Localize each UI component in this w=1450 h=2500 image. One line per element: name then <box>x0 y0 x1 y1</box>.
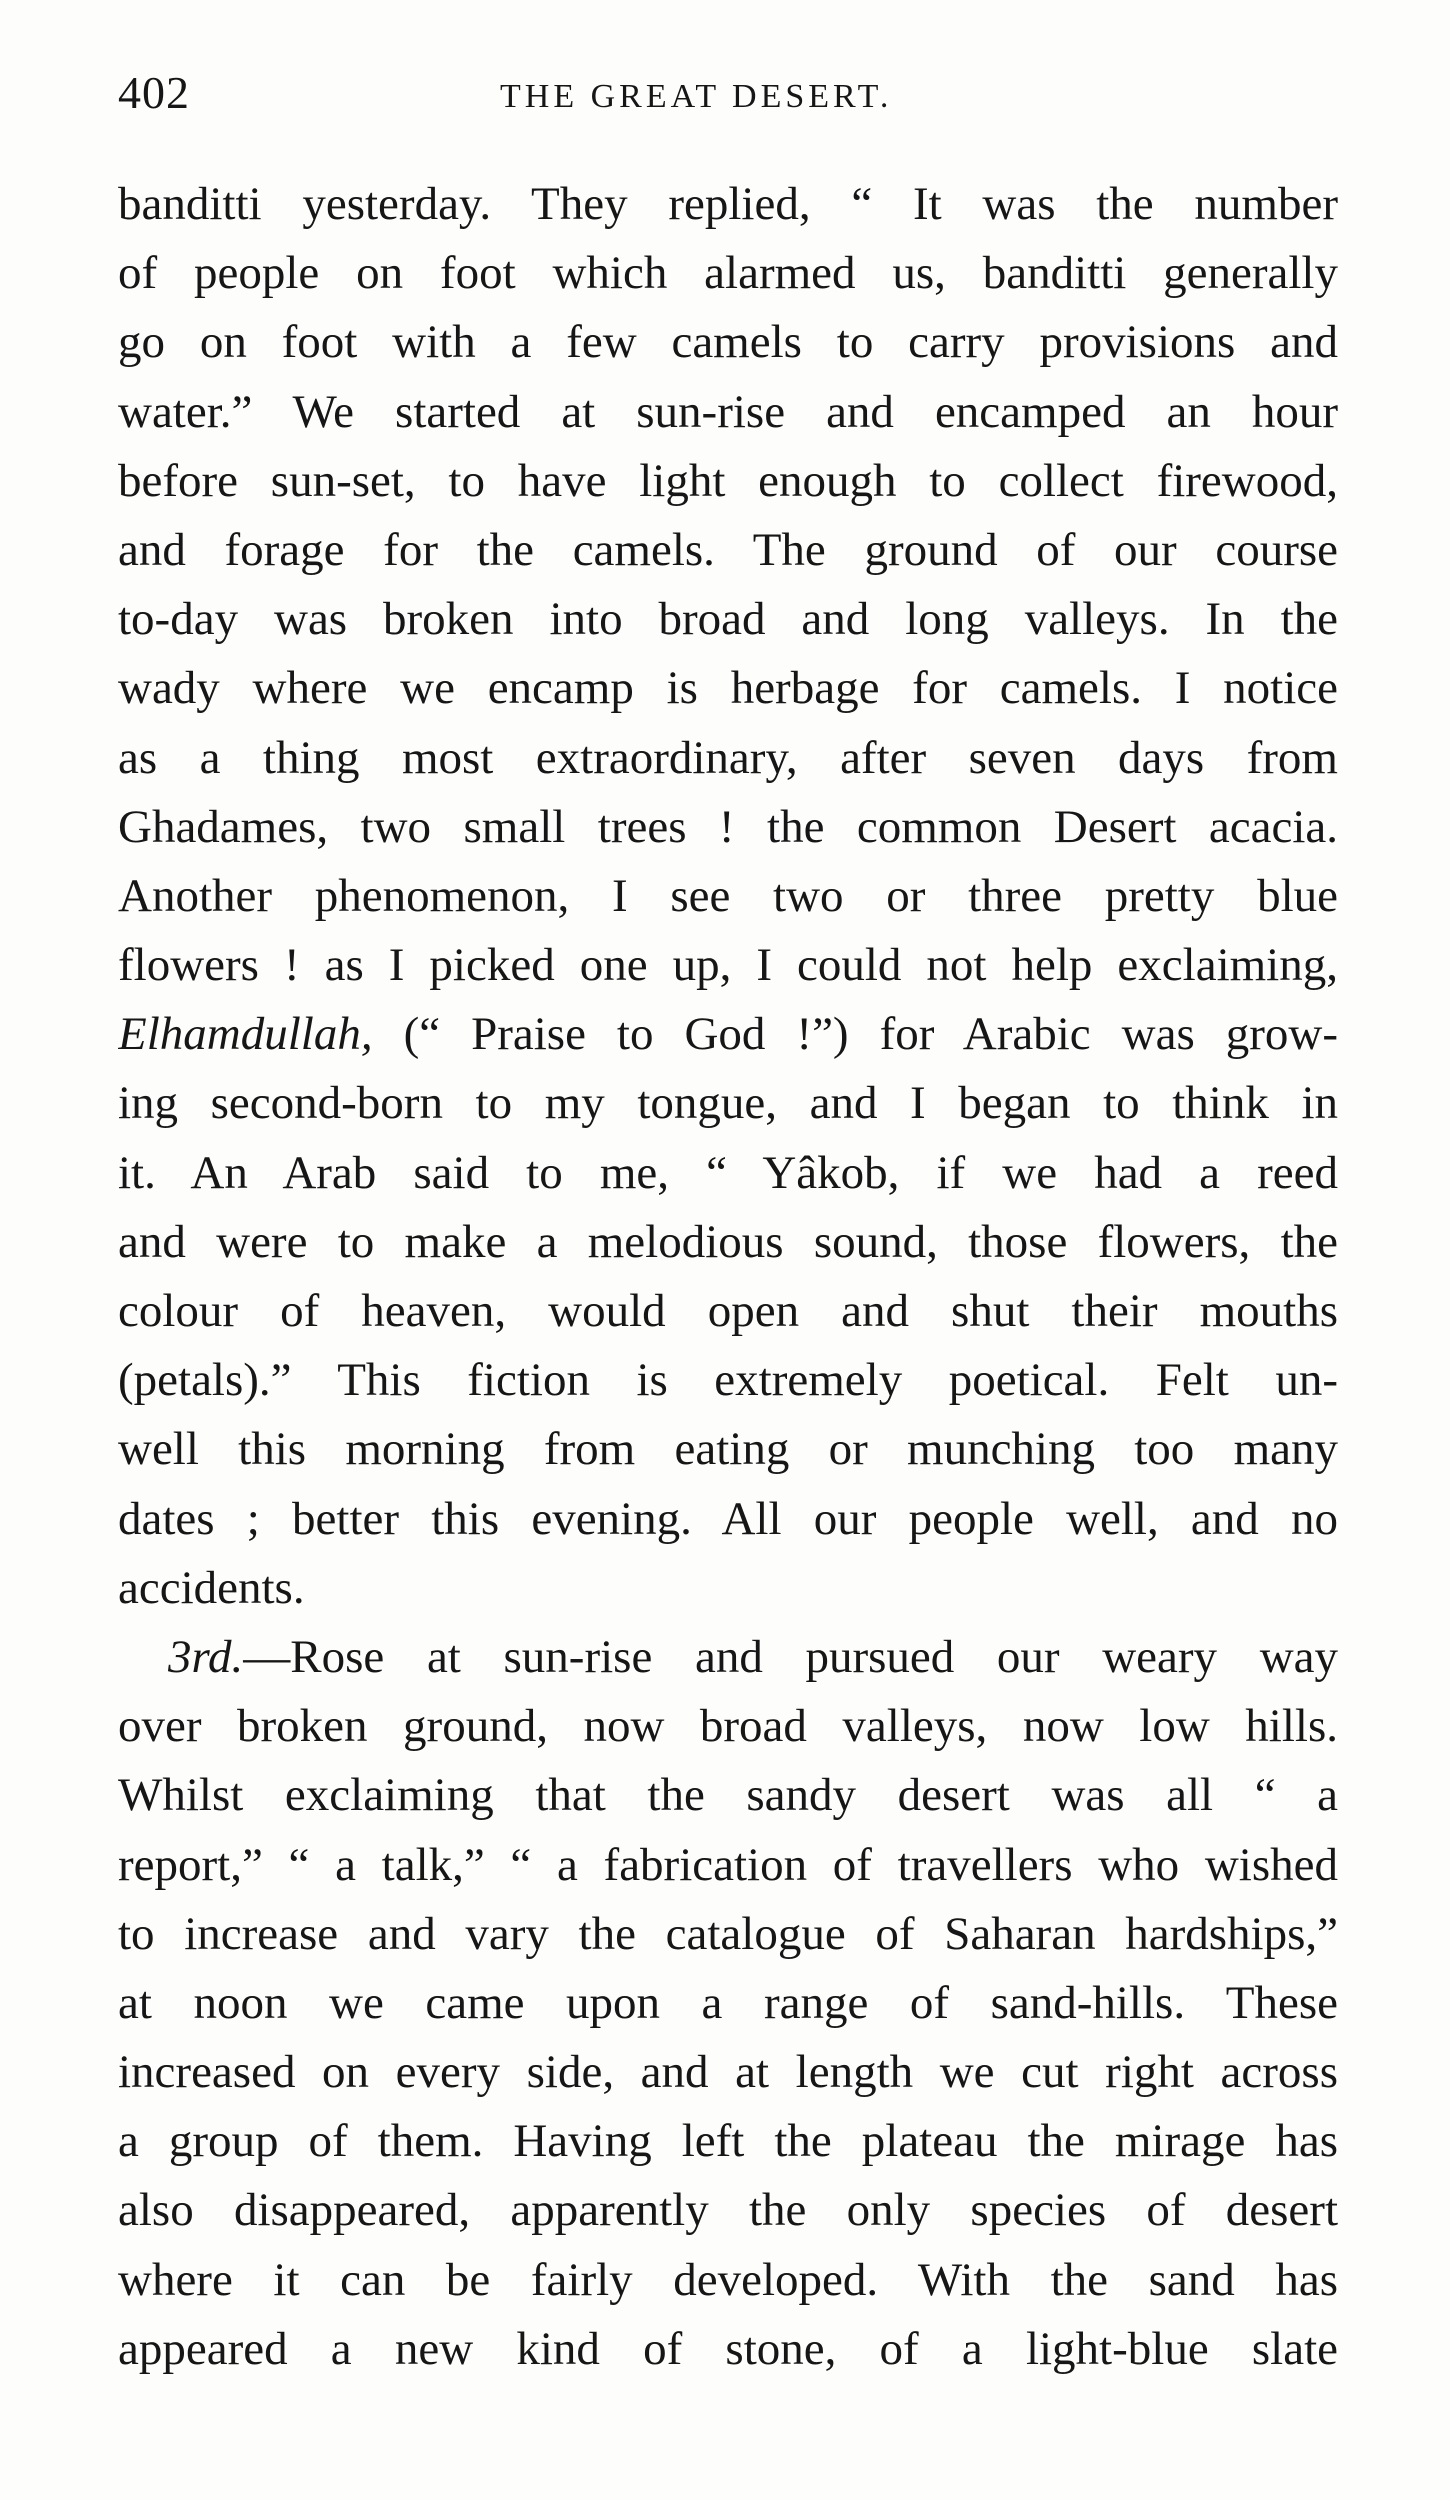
text-line: well this morning from eating or munching too many <box>118 1423 1338 1476</box>
text-line: ing second-born to my tongue, and I began to think in <box>118 1077 1338 1130</box>
text-line: water.” We started at sun-rise and encamped an hour <box>118 385 1338 438</box>
text-line: report,” “ a talk,” “ a fabrication of travellers who wished <box>118 1838 1338 1891</box>
text-line: accidents. <box>118 1561 305 1614</box>
text-line: flowers ! as I picked one up, I could not help exclaiming, <box>118 939 1338 992</box>
text-line: go on foot with a few camels to carry provisions and <box>118 316 1338 369</box>
text-line: dates ; better this evening. All our people well, and no <box>118 1492 1338 1545</box>
text-line: it. An Arab said to me, “ Yâkob, if we had a reed <box>118 1146 1338 1199</box>
text-line: to increase and vary the catalogue of Saharan hardships,” <box>118 1907 1338 1960</box>
text-line: (petals).” This fiction is extremely poetical. Felt un- <box>118 1354 1338 1407</box>
page-number: 402 <box>118 67 190 118</box>
text-line: a group of them. Having left the plateau the mirage has <box>118 2115 1338 2168</box>
text-line: colour of heaven, would open and shut their mouths <box>118 1285 1338 1337</box>
text-line: of people on foot which alarmed us, banditti generally <box>118 247 1338 300</box>
text-line: and forage for the camels. The ground of our course <box>118 523 1338 576</box>
text-line: Another phenomenon, I see two or three pretty blue <box>118 869 1338 922</box>
text-line <box>118 1000 1338 1069</box>
text-line: as a thing most extraordinary, after seven days from <box>118 731 1338 784</box>
text-line <box>118 1623 1338 1692</box>
body-text <box>118 170 1338 2384</box>
text-line: where it can be fairly developed. With the sand has <box>118 2253 1338 2306</box>
text-line: and were to make a melodious sound, those flowers, the <box>118 1215 1338 1268</box>
text-line: also disappeared, apparently the only species of desert <box>118 2184 1338 2237</box>
text-line: before sun-set, to have light enough to collect firewood, <box>118 454 1338 507</box>
text-line: Whilst exclaiming that the sandy desert was all “ a <box>118 1769 1338 1822</box>
text-line: to-day was broken into broad and long valleys. In the <box>118 593 1338 646</box>
text-line: at noon we came upon a range of sand-hills. These <box>118 1976 1338 2029</box>
text-line: appeared a new kind of stone, of a light-blue slate <box>118 2322 1338 2375</box>
line-rest: —Rose at sun-rise and pursued our weary way <box>243 1630 1338 1683</box>
text-line: banditti yesterday. They replied, “ It was the number <box>118 178 1338 230</box>
text-line: over broken ground, now broad valleys, now low hills. <box>118 1700 1338 1753</box>
text-line: Ghadames, two small trees ! the common Desert acacia. <box>118 800 1338 853</box>
text-line: wady where we encamp is herbage for camels. I notice <box>118 662 1338 715</box>
text-line: increased on every side, and at length we cut right across <box>118 2046 1338 2099</box>
page-header <box>118 66 1338 136</box>
italic-date: 3rd. <box>168 1630 244 1683</box>
line-rest: (“ Praise to God !”) for Arabic was grow- <box>372 1008 1338 1061</box>
italic-word: Elhamdullah, <box>118 1008 373 1061</box>
running-head: THE GREAT DESERT. <box>500 78 893 115</box>
